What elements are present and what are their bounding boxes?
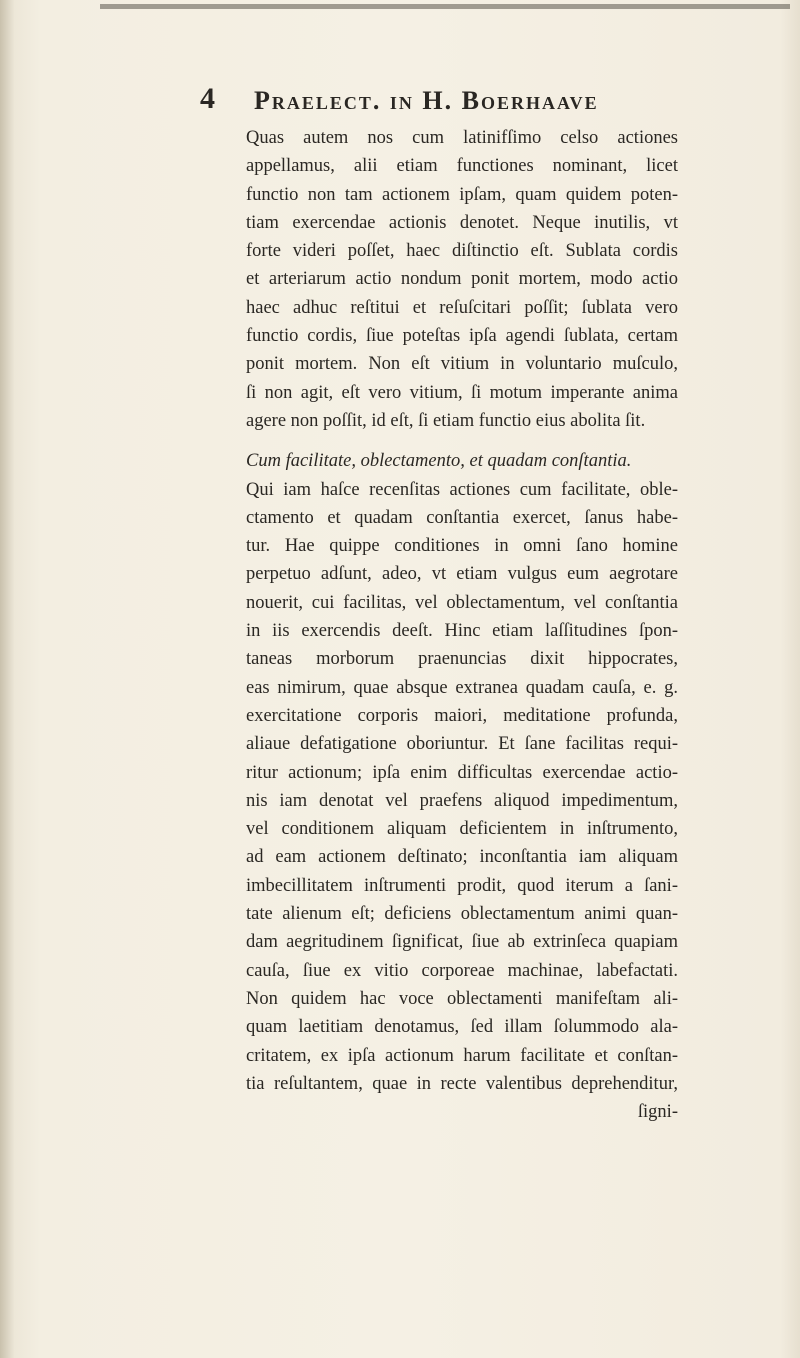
section-subheading: Cum facilitate, oblectamento, et quadam conſtantia. bbox=[246, 451, 632, 472]
paragraph-2 bbox=[246, 476, 678, 1099]
text-line: functio cordis, ſiue poteſtas ipſa agendi ſublata, certam bbox=[246, 326, 678, 347]
text-line: haec adhuc reſtitui et reſuſcitari poſſit; ſublata vero bbox=[246, 297, 678, 318]
catchword: ſigni- bbox=[637, 1102, 678, 1123]
text-line: forte videri poſſet, haec diſtinctio eſt. Sublata cordis bbox=[246, 241, 678, 262]
text-line: perpetuo adſunt, adeo, vt etiam vulgus eum aegrotare bbox=[246, 564, 678, 585]
text-line: aliaue defatigatione oboriuntur. Et ſane facilitas requi- bbox=[246, 734, 678, 755]
page-number: 4 bbox=[200, 82, 215, 115]
text-line: ſi non agit, eſt vero vitium, ſi motum imperante anima bbox=[246, 382, 678, 403]
text-line: dam aegritudinem ſignificat, ſiue ab extrinſeca quapiam bbox=[246, 932, 678, 953]
text-line: nouerit, cui facilitas, vel oblectamentum, vel conſtantia bbox=[246, 592, 678, 613]
text-line: eas nimirum, quae absque extranea quadam cauſa, e. g. bbox=[246, 677, 678, 698]
text-line: ritur actionum; ipſa enim difficultas exercendae actio- bbox=[246, 762, 678, 783]
text-line: appellamus, alii etiam functiones nominant, licet bbox=[246, 156, 678, 177]
text-line: Qui iam haſce recenſitas actiones cum facilitate, oble- bbox=[246, 479, 678, 500]
text-line: critatem, ex ipſa actionum harum facilitate et conſtan- bbox=[246, 1045, 678, 1066]
text-line: ponit mortem. Non eſt vitium in voluntario muſculo, bbox=[246, 354, 678, 375]
text-line: tate alienum eſt; deficiens oblectamentum animi quan- bbox=[246, 904, 678, 925]
text-line: vel conditionem aliquam deficientem in inſtrumento, bbox=[246, 819, 678, 840]
text-line: imbecillitatem inſtrumenti prodit, quod iterum a ſani- bbox=[246, 875, 678, 896]
text-line: tia reſultantem, quae in recte valentibus deprehenditur, bbox=[246, 1073, 678, 1094]
body-text bbox=[246, 124, 678, 1126]
text-line: ad eam actionem deſtinato; inconſtantia iam aliquam bbox=[246, 847, 678, 868]
text-line: tur. Hae quippe conditiones in omni ſano homine bbox=[246, 536, 678, 557]
text-line: nis iam denotat vel praefens aliquod impedimentum, bbox=[246, 790, 678, 811]
text-line: ctamento et quadam conſtantia exercet, ſanus habe- bbox=[246, 507, 678, 528]
text-line: quam laetitiam denotamus, ſed illam ſolummodo ala- bbox=[246, 1017, 678, 1038]
text-line: Quas autem nos cum latinifſimo celso actiones bbox=[246, 128, 678, 148]
page-header bbox=[0, 80, 800, 120]
page-gutter bbox=[0, 0, 14, 1358]
text-line: exercitatione corporis maiori, meditatione profunda, bbox=[246, 705, 678, 726]
running-head: Praelect. in H. Boerhaave bbox=[254, 86, 599, 115]
text-line: taneas morborum praenuncias dixit hippocrates, bbox=[246, 649, 678, 670]
text-line: cauſa, ſiue ex vitio corporeae machinae, labefactati. bbox=[246, 960, 678, 981]
text-line: functio non tam actionem ipſam, quam quidem poten- bbox=[246, 184, 678, 205]
text-line: in iis exercendis deeſt. Hinc etiam laſſitudines ſpon- bbox=[246, 621, 678, 642]
paragraph-1 bbox=[246, 124, 678, 435]
text-line: Non quidem hac voce oblectamenti manifeſtam ali- bbox=[246, 988, 678, 1009]
text-line: agere non poſſit, id eſt, ſi etiam functio eius abolita ſit. bbox=[246, 410, 646, 431]
text-line: et arteriarum actio nondum ponit mortem, modo actio bbox=[246, 269, 678, 290]
text-line: tiam exercendae actionis denotet. Neque inutilis, vt bbox=[246, 212, 678, 233]
top-rule bbox=[100, 4, 790, 9]
